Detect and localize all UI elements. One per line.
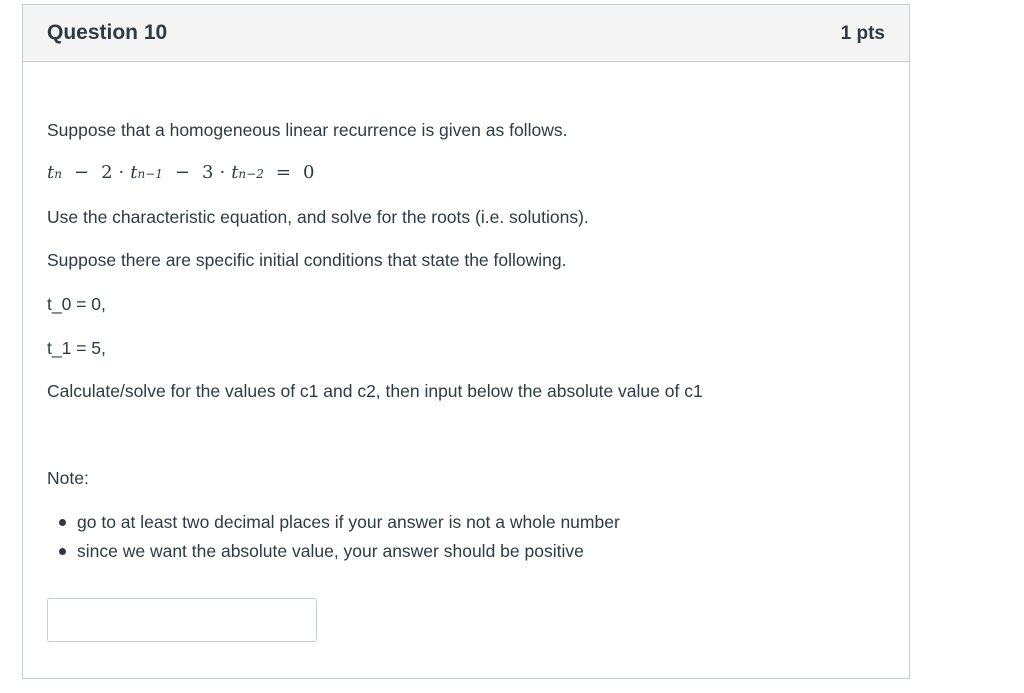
- eq-dot-2: ·: [219, 162, 226, 183]
- note-list: [47, 511, 620, 569]
- eq-term-t: t: [47, 162, 55, 183]
- eq-equals: =: [275, 162, 291, 183]
- eq-term-t1: t: [130, 162, 138, 183]
- t1-condition: t_1 = 5,: [47, 338, 106, 358]
- recurrence-equation: t n − 2 · t n−1 − 3 · t n−2 = 0: [47, 162, 315, 183]
- answer-input[interactable]: [47, 598, 317, 642]
- note-label: Note:: [47, 468, 89, 488]
- eq-coef-2: 3: [202, 162, 214, 183]
- eq-minus-2: −: [174, 162, 190, 183]
- note-item: since we want the absolute value, your answer should be positive: [47, 540, 620, 569]
- question-header: [23, 5, 909, 62]
- intro-text: Suppose that a homogeneous linear recurrence is given as follows.: [47, 120, 568, 140]
- eq-coef-1: 2: [101, 162, 113, 183]
- question-points: 1 pts: [840, 23, 885, 44]
- initial-conditions-text: Suppose there are specific initial conditions that state the following.: [47, 250, 567, 270]
- eq-minus-1: −: [73, 162, 90, 183]
- eq-rhs: 0: [302, 162, 315, 183]
- eq-dot-1: ·: [118, 162, 125, 183]
- calculate-text: Calculate/solve for the values of c1 and c2, then input below the absolute value of c1: [47, 381, 703, 401]
- t0-condition: t_0 = 0,: [47, 294, 106, 314]
- question-title: Question 10: [47, 21, 168, 44]
- question-card: [22, 4, 910, 679]
- eq-term-t2: t: [231, 162, 239, 183]
- note-item: go to at least two decimal places if your answer is not a whole number: [47, 511, 620, 540]
- characteristic-text: Use the characteristic equation, and solve for the roots (i.e. solutions).: [47, 207, 589, 227]
